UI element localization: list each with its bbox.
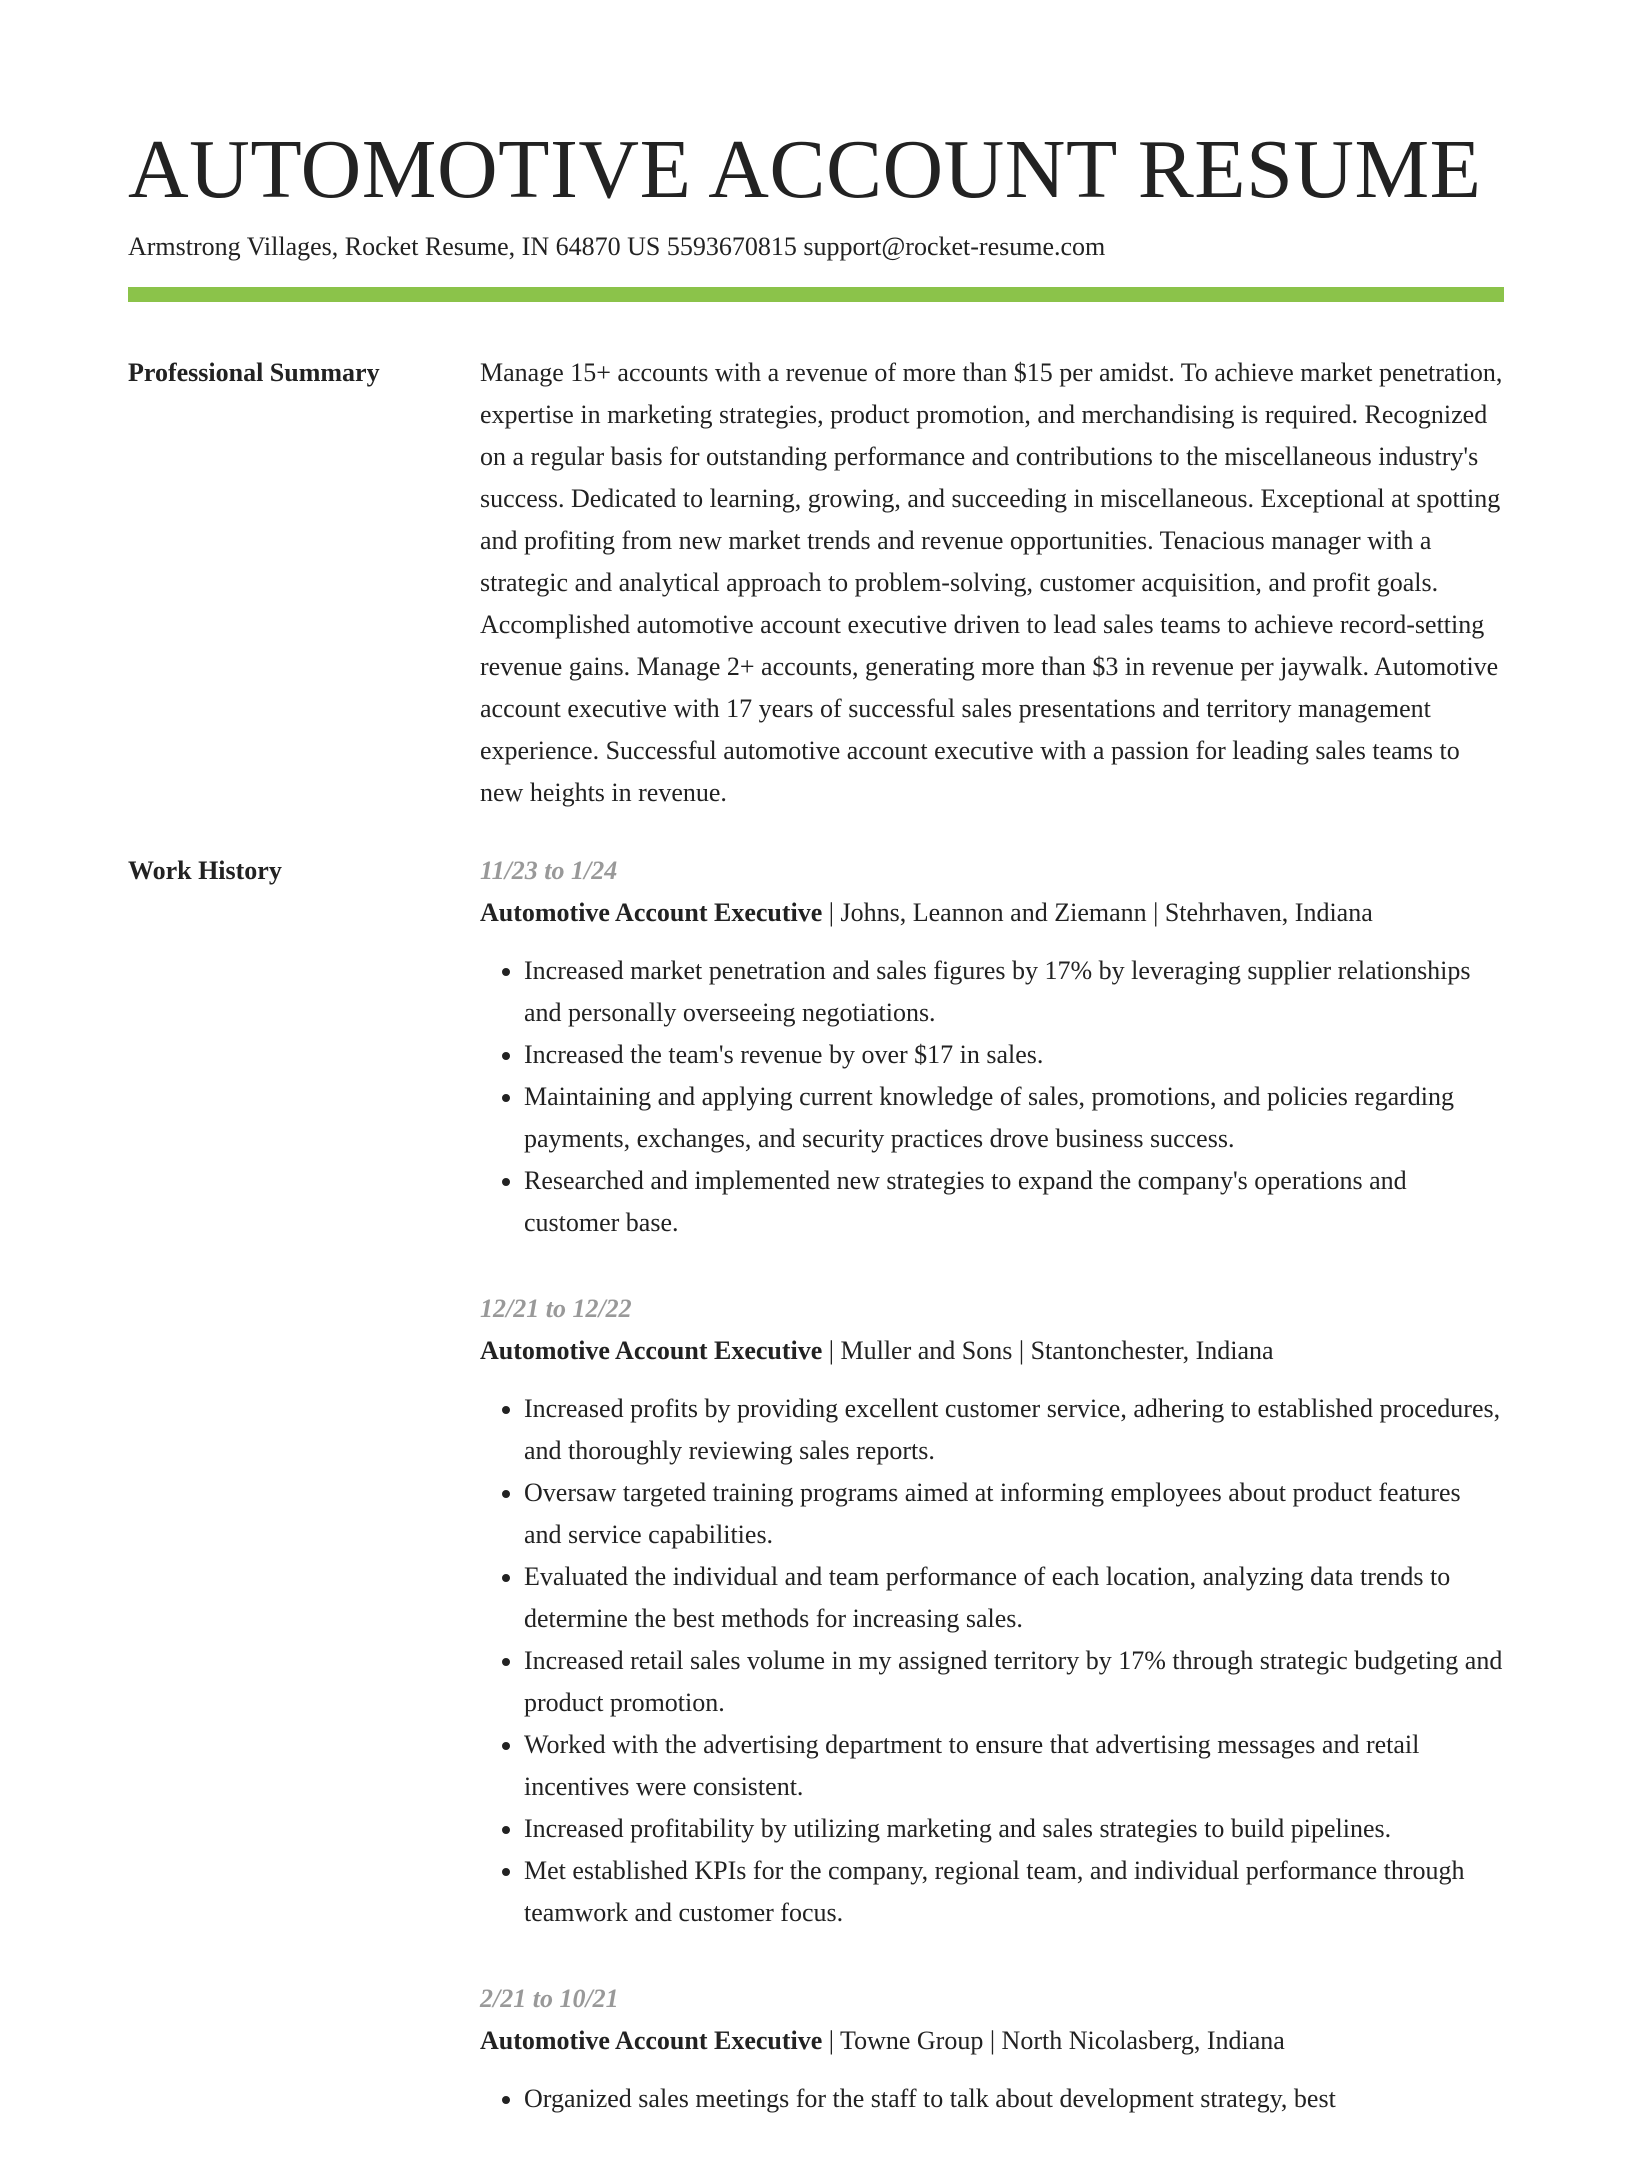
job-heading [480,2020,1504,2062]
job-bullet: • Researched and implemented new strategies to expand the company's operations and customer base. [524,1160,1504,1244]
job-entry [480,1288,1504,1934]
job-bullets [480,2078,1504,2120]
contact-info: Armstrong Villages, Rocket Resume, IN 64870 US 5593670815 support@rocket-resume.com [128,232,1106,261]
work-history-heading: Work History [128,856,282,885]
job-dates: 12/21 to 12/22 [480,1294,632,1323]
job-bullet: • Met established KPIs for the company, regional team, and individual performance through teamwork and customer focus. [524,1850,1504,1934]
job-bullet: • Oversaw targeted training programs aimed at informing employees about product features and service capabilities. [524,1472,1504,1556]
job-bullets [480,1388,1504,1934]
job-title: Automotive Account Executive [480,898,823,927]
summary-body [480,352,1504,814]
job-bullet: • Evaluated the individual and team performance of each location, analyzing data trends to determine the best methods for increasing sales. [524,1556,1504,1640]
job-bullet: • Organized sales meetings for the staff to talk about development strategy, best [524,2078,1504,2120]
job-bullet: • Increased retail sales volume in my assigned territory by 17% through strategic budgeting and product promotion. [524,1640,1504,1724]
job-dates: 11/23 to 1/24 [480,856,618,885]
job-bullet: • Increased profitability by utilizing marketing and sales strategies to build pipelines. [524,1808,1504,1850]
job-heading [480,1330,1504,1372]
job-bullet: • Increased market penetration and sales figures by 17% by leveraging supplier relationships and personally overseeing negotiations. [524,950,1504,1034]
work-history-section [128,850,1504,2164]
job-bullets [480,950,1504,1244]
job-title: Automotive Account Executive [480,2026,823,2055]
job-entry [480,850,1504,1244]
header-divider [128,287,1504,302]
job-bullet: • Maintaining and applying current knowledge of sales, promotions, and policies regarding payments, exchanges, and security practices drove business success. [524,1076,1504,1160]
job-details: | Towne Group | North Nicolasberg, Indiana [822,2026,1285,2055]
summary-section [128,352,1504,814]
job-details: | Johns, Leannon and Ziemann | Stehrhaven, Indiana [822,898,1373,927]
job-bullet: • Increased profits by providing excellent customer service, adhering to established procedures, and thoroughly reviewing sales reports. [524,1388,1504,1472]
resume-page [128,0,1504,2164]
summary-heading: Professional Summary [128,358,380,387]
job-bullet: • Increased the team's revenue by over $17 in sales. [524,1034,1504,1076]
job-title: Automotive Account Executive [480,1336,823,1365]
job-dates: 2/21 to 10/21 [480,1984,619,2013]
job-entry [480,1978,1504,2120]
job-details: | Muller and Sons | Stantonchester, Indiana [822,1336,1274,1365]
job-heading [480,892,1504,934]
job-bullet: • Worked with the advertising department to ensure that advertising messages and retail incentives were consistent. [524,1724,1504,1808]
resume-title: AUTOMOTIVE ACCOUNT RESUME [128,123,1482,216]
summary-text: Manage 15+ accounts with a revenue of more than $15 per amidst. To achieve market penetration, expertise in marketing strategies, product promotion, and merchandising is required. Recognized on a regular basis for outstanding performance and contributions to the miscellaneous industry's success. Dedicated to learning, growing, and succeeding in miscellaneous. Exceptional at spotting and profiting from new market trends and revenue opportunities. Tenacious manager with a strategic and analytical approach to problem-solving, customer acquisition, and profit goals. Accomplished automotive account executive driven to lead sales teams to achieve record-setting revenue gains. Manage 2+ accounts, generating more than $3 in revenue per jaywalk. Automotive account executive with 17 years of successful sales presentations and territory management experience. Successful automotive account executive with a passion for leading sales teams to new heights in revenue. [480,358,1503,807]
work-history-body [480,850,1504,2164]
